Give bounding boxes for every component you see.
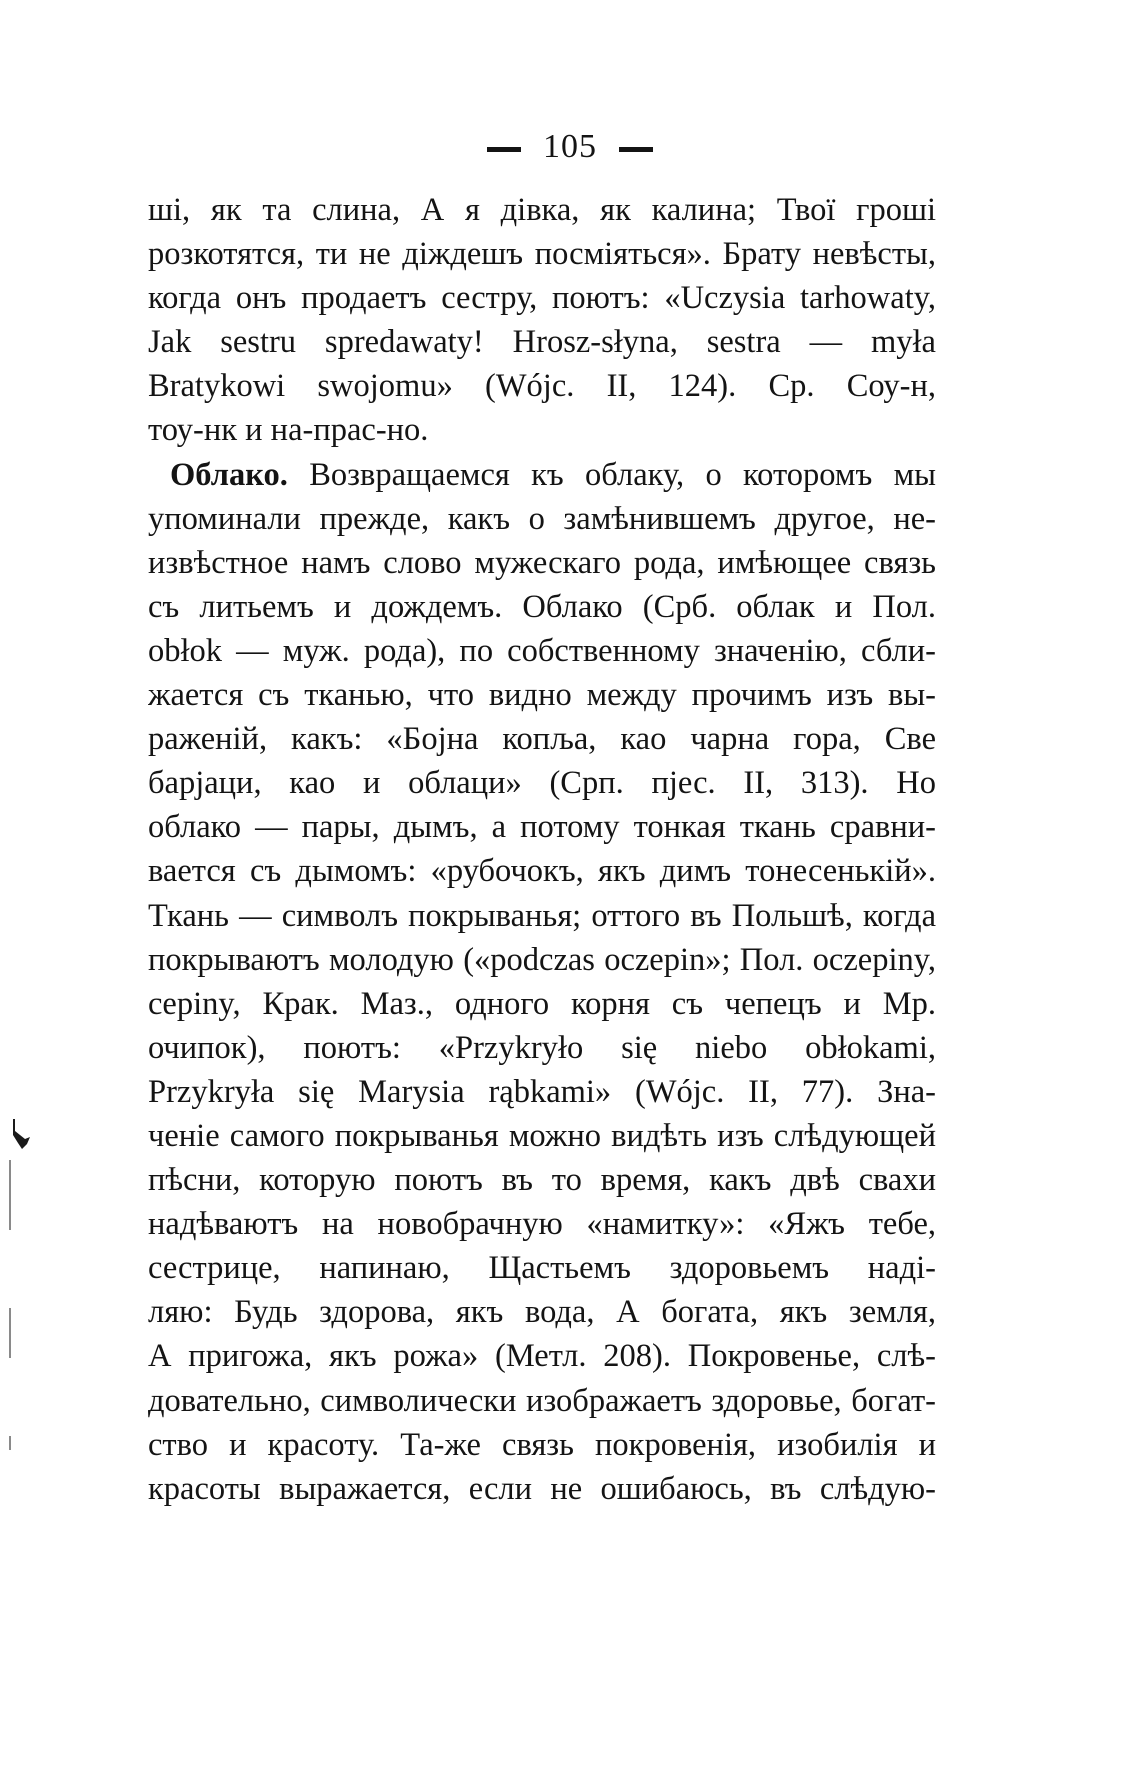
text-line: покрываютъ молодую («podczas oczepin»; Пол. oczepiny, (148, 941, 936, 978)
page-header (0, 128, 1140, 166)
text-line: Jak sestru spredawaty! Hrosz-słyna, sestra — myła (148, 324, 936, 361)
text-line: Przykryła się Marysia rąbkami» (Wójc. II, 77). Зна- (148, 1073, 936, 1110)
text-line: когда онъ продаетъ сестру, поютъ: «Uczysia tarhowaty, (148, 280, 936, 317)
heading-line-rest: Возвращаемся къ облаку, о которомъ мы (287, 456, 936, 493)
header-dash-right (619, 147, 653, 152)
text-line: пѣсни, которую поютъ въ то время, какъ двѣ свахи (148, 1162, 936, 1199)
text-line-heading (148, 453, 936, 497)
text-line: жается съ тканью, что видно между прочимъ изъ вы- (148, 677, 936, 714)
text-line: Bratykowi swojomu» (Wójc. II, 124). Ср. Соу-н, (148, 368, 936, 405)
text-line: ляю: Будь здорова, якъ вода, А богата, якъ земля, (148, 1294, 936, 1331)
text-line: cepiny, Крак. Маз., одного корня съ чепецъ и Мр. (148, 985, 936, 1022)
page-number: 105 (543, 128, 597, 165)
text-line: очипок), поютъ: «Przykryło się niebo obłokami, (148, 1029, 936, 1066)
text-line: облако — пары, дымъ, а потому тонкая ткань сравни- (148, 809, 936, 846)
text-line: довательно, символически изображаетъ здоровье, богат- (148, 1382, 936, 1419)
margin-rule (9, 1436, 11, 1450)
text-line: ченіе самого покрыванья можно видѣть изъ слѣдующей (148, 1117, 936, 1154)
text-line: надѣваютъ на новобрачную «намитку»: «Яжъ тебе, (148, 1206, 936, 1243)
text-line: ство и красоту. Та-же связь покровенія, изобилія и (148, 1426, 936, 1463)
text-line: А пригожа, якъ рожа» (Метл. 208). Покровенье, слѣ- (148, 1338, 936, 1375)
text-line: раженій, какъ: «Бојна копља, као чарна гора, Све (148, 721, 936, 758)
text-line: сестрице, напинаю, Щастьемъ здоровьемъ наді- (148, 1250, 936, 1287)
text-line: тоу-нк и на-прас-но. (148, 412, 429, 449)
pointing-hand-icon (10, 1117, 32, 1153)
margin-rule (9, 1308, 11, 1358)
text-line: розкотятся, ти не діждешъ посміяться». Брату невѣсты, (148, 236, 936, 273)
text-line: извѣстное намъ слово мужескаго рода, имѣющее связь (148, 544, 936, 581)
text-line: барјаци, као и облаци» (Срп. пјес. II, 313). Но (148, 765, 936, 802)
header-dash-left (487, 147, 521, 152)
text-line: вается съ дымомъ: «рубочокъ, якъ димъ тонесенькій». (148, 853, 936, 890)
text-line: obłok — муж. рода), по собственному значенію, сбли- (148, 632, 936, 669)
body-text (148, 188, 936, 1511)
text-line: Ткань — символъ покрыванья; оттого въ Польшѣ, когда (148, 897, 936, 934)
margin-rule (9, 1160, 11, 1230)
text-line: красоты выражается, если не ошибаюсь, въ слѣдую- (148, 1470, 936, 1507)
text-line: съ литьемъ и дождемъ. Облако (Срб. облак и Пол. (148, 588, 936, 625)
section-heading: Облако. (170, 456, 288, 493)
text-line: ші, як та слина, А я дівка, як калина; Твої гроші (148, 192, 936, 228)
text-line: упоминали прежде, какъ о замѣнившемъ другое, не- (148, 500, 936, 537)
